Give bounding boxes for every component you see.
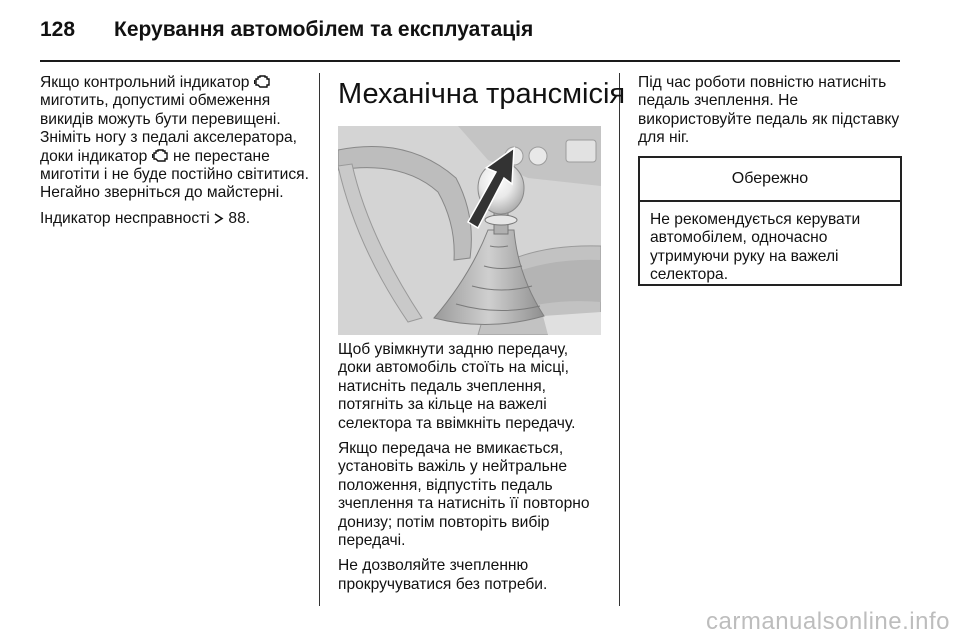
column-1: [40, 74, 316, 235]
column-divider: [619, 73, 620, 606]
engine-check-icon: [254, 74, 271, 89]
chapter-heading: Механічна трансмісія: [338, 78, 626, 110]
paragraph: Не дозволяйте зчепленню прокручуватися без потреби.: [338, 557, 548, 593]
column-2: [338, 341, 604, 601]
section-title: Керування автомобілем та експлуатація: [114, 18, 534, 41]
paragraph: Якщо передача не вмикається, установіть важіль у нейтральне положення, відпустіть педаль зчеплення та натисніть її повторно донизу; потім повторіть вибір передачі.: [338, 440, 590, 550]
paragraph-text: миготить, допустимі обмеження викидів можуть бути перевищені. Зніміть ногу з педалі акселератора, доки індикатор: [40, 92, 298, 165]
paragraph: [40, 210, 316, 228]
caution-text: Не рекомендується керувати автомобілем, одночасно утримуючи руку на важелі селектора.: [650, 211, 861, 284]
paragraph-text: Якщо контрольний індикатор: [40, 74, 254, 91]
gear-shift-illustration: [338, 126, 601, 335]
caution-title: Обережно: [640, 158, 900, 202]
caution-box: [638, 156, 902, 286]
page-number: 128: [40, 18, 76, 41]
paragraph: [40, 74, 316, 203]
page-reference-icon[interactable]: [214, 212, 224, 225]
page-reference-text[interactable]: 88.: [224, 209, 251, 227]
watermark: carmanualsonline.info: [706, 608, 950, 635]
header-rule: [40, 60, 900, 62]
engine-check-icon: [152, 148, 169, 163]
paragraph: Щоб увімкнути задню передачу, доки автомобіль стоїть на місці, натисніть педаль зчеплення, потягніть за кільце на важелі селектора та ввімкніть передачу.: [338, 341, 576, 432]
page-header: [40, 18, 920, 48]
column-3: [638, 74, 900, 155]
paragraph-text: не перестане миготіти і не буде постійно світитися. Негайно зверніться до майстерні.: [40, 147, 309, 202]
paragraph: Під час роботи повністю натисніть педаль зчеплення. Не використовуйте педаль як підставку для ніг.: [638, 74, 900, 147]
column-divider: [319, 73, 320, 606]
paragraph-text: Індикатор несправності: [40, 209, 215, 227]
